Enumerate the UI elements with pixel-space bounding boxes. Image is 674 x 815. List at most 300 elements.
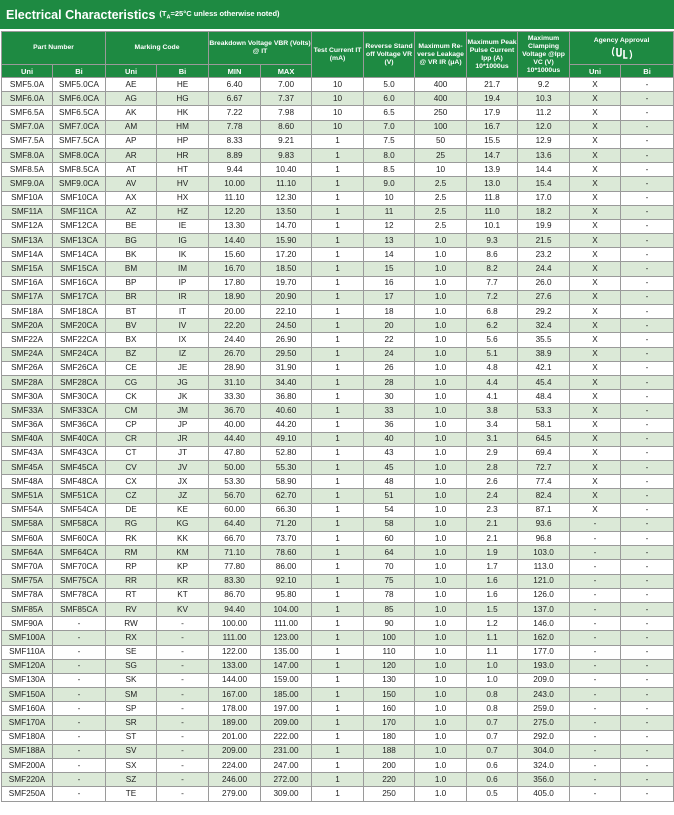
cell-marking-uni: BZ: [106, 347, 157, 361]
cell-part-uni: SMF6.5A: [2, 106, 53, 120]
table-row: [2, 688, 674, 702]
cell-reverse-leakage: 1.0: [415, 744, 467, 758]
cell-approval-bi: -: [621, 361, 674, 375]
cell-reverse-standoff: 30: [364, 390, 415, 404]
cell-approval-bi: -: [621, 390, 674, 404]
cell-peak-pulse-current: 2.1: [467, 517, 518, 531]
cell-vbr-min: 122.00: [209, 645, 261, 659]
cell-reverse-standoff: 130: [364, 673, 415, 687]
cell-marking-uni: AT: [106, 163, 157, 177]
cell-marking-bi: -: [157, 659, 209, 673]
cell-vbr-min: 64.40: [209, 517, 261, 531]
cell-test-current: 1: [312, 219, 364, 233]
cell-part-uni: SMF30A: [2, 390, 53, 404]
cell-marking-uni: RR: [106, 574, 157, 588]
cell-marking-uni: SE: [106, 645, 157, 659]
cell-marking-bi: IP: [157, 276, 209, 290]
header-approval-uni: Uni: [570, 65, 621, 78]
cell-vbr-min: 66.70: [209, 532, 261, 546]
section-title: Electrical Characteristics: [6, 7, 156, 22]
cell-approval-bi: -: [621, 305, 674, 319]
cell-test-current: 1: [312, 248, 364, 262]
cell-marking-uni: BM: [106, 262, 157, 276]
table-row: [2, 333, 674, 347]
cell-vbr-max: 71.20: [261, 517, 312, 531]
cell-test-current: 1: [312, 319, 364, 333]
cell-clamping-voltage: 103.0: [518, 546, 570, 560]
cell-vbr-max: 36.80: [261, 390, 312, 404]
table-row: [2, 205, 674, 219]
cell-test-current: 1: [312, 276, 364, 290]
cell-part-uni: SMF11A: [2, 205, 53, 219]
cell-part-uni: SMF18A: [2, 305, 53, 319]
cell-reverse-leakage: 1.0: [415, 645, 467, 659]
cell-marking-uni: RM: [106, 546, 157, 560]
header-vbr-min: MIN: [209, 65, 261, 78]
cell-test-current: 1: [312, 659, 364, 673]
cell-peak-pulse-current: 0.7: [467, 730, 518, 744]
table-row: [2, 475, 674, 489]
cell-approval-uni: X: [570, 475, 621, 489]
cell-peak-pulse-current: 0.8: [467, 688, 518, 702]
cell-approval-uni: X: [570, 248, 621, 262]
table-row: [2, 560, 674, 574]
cell-approval-uni: X: [570, 163, 621, 177]
cell-reverse-leakage: 1.0: [415, 305, 467, 319]
cell-approval-uni: X: [570, 106, 621, 120]
cell-part-bi: -: [53, 702, 106, 716]
cell-marking-bi: KG: [157, 517, 209, 531]
cell-marking-uni: BG: [106, 234, 157, 248]
cell-marking-bi: -: [157, 645, 209, 659]
cell-approval-bi: -: [621, 688, 674, 702]
cell-marking-bi: JE: [157, 361, 209, 375]
cell-reverse-standoff: 14: [364, 248, 415, 262]
cell-part-uni: SMF9.0A: [2, 177, 53, 191]
cell-part-uni: SMF85A: [2, 602, 53, 616]
cell-part-uni: SMF180A: [2, 730, 53, 744]
cell-reverse-standoff: 85: [364, 602, 415, 616]
cell-marking-bi: IG: [157, 234, 209, 248]
cell-clamping-voltage: 48.4: [518, 390, 570, 404]
cell-peak-pulse-current: 1.6: [467, 574, 518, 588]
cell-vbr-min: 33.30: [209, 390, 261, 404]
cell-approval-bi: -: [621, 347, 674, 361]
cell-test-current: 1: [312, 730, 364, 744]
cell-marking-bi: JT: [157, 446, 209, 460]
cell-part-bi: SMF30CA: [53, 390, 106, 404]
cell-peak-pulse-current: 8.6: [467, 248, 518, 262]
cell-peak-pulse-current: 1.0: [467, 673, 518, 687]
cell-approval-uni: X: [570, 219, 621, 233]
cell-clamping-voltage: 32.4: [518, 319, 570, 333]
cell-approval-bi: -: [621, 617, 674, 631]
cell-marking-bi: HG: [157, 92, 209, 106]
cell-marking-bi: HP: [157, 134, 209, 148]
cell-part-bi: SMF15CA: [53, 262, 106, 276]
cell-test-current: 1: [312, 673, 364, 687]
table-row: [2, 517, 674, 531]
cell-approval-uni: X: [570, 418, 621, 432]
cell-clamping-voltage: 18.2: [518, 205, 570, 219]
cell-vbr-max: 66.30: [261, 503, 312, 517]
cell-vbr-max: 111.00: [261, 617, 312, 631]
cell-approval-bi: -: [621, 773, 674, 787]
cell-clamping-voltage: 356.0: [518, 773, 570, 787]
cell-vbr-max: 24.50: [261, 319, 312, 333]
cell-test-current: 1: [312, 432, 364, 446]
cell-test-current: 1: [312, 645, 364, 659]
cell-approval-uni: -: [570, 773, 621, 787]
cell-marking-bi: KP: [157, 560, 209, 574]
cell-test-current: 1: [312, 177, 364, 191]
cell-reverse-leakage: 1.0: [415, 461, 467, 475]
cell-marking-bi: KK: [157, 532, 209, 546]
cell-marking-uni: RV: [106, 602, 157, 616]
cell-test-current: 1: [312, 773, 364, 787]
cell-vbr-max: 22.10: [261, 305, 312, 319]
cell-approval-uni: X: [570, 404, 621, 418]
cell-part-bi: SMF14CA: [53, 248, 106, 262]
cell-vbr-max: 209.00: [261, 716, 312, 730]
cell-peak-pulse-current: 10.1: [467, 219, 518, 233]
table-row: [2, 446, 674, 460]
cell-peak-pulse-current: 8.2: [467, 262, 518, 276]
cell-approval-uni: -: [570, 787, 621, 801]
table-row: [2, 418, 674, 432]
cell-peak-pulse-current: 15.5: [467, 134, 518, 148]
cell-approval-bi: -: [621, 120, 674, 134]
cell-approval-uni: -: [570, 716, 621, 730]
cell-reverse-leakage: 1.0: [415, 404, 467, 418]
cell-part-bi: SMF12CA: [53, 219, 106, 233]
cell-reverse-standoff: 180: [364, 730, 415, 744]
cell-part-uni: SMF220A: [2, 773, 53, 787]
cell-peak-pulse-current: 5.1: [467, 347, 518, 361]
cell-marking-bi: HE: [157, 78, 209, 92]
cell-part-uni: SMF36A: [2, 418, 53, 432]
cell-vbr-max: 34.40: [261, 375, 312, 389]
table-row: [2, 347, 674, 361]
cell-marking-bi: -: [157, 716, 209, 730]
cell-part-bi: SMF16CA: [53, 276, 106, 290]
cell-vbr-min: 22.20: [209, 319, 261, 333]
cell-reverse-leakage: 1.0: [415, 688, 467, 702]
cell-vbr-max: 29.50: [261, 347, 312, 361]
cell-vbr-max: 104.00: [261, 602, 312, 616]
cell-part-uni: SMF22A: [2, 333, 53, 347]
cell-part-bi: SMF45CA: [53, 461, 106, 475]
cell-marking-uni: RP: [106, 560, 157, 574]
cell-approval-uni: X: [570, 503, 621, 517]
cell-reverse-standoff: 26: [364, 361, 415, 375]
table-row: [2, 163, 674, 177]
cell-marking-uni: SX: [106, 759, 157, 773]
cell-approval-bi: -: [621, 276, 674, 290]
cell-part-bi: SMF58CA: [53, 517, 106, 531]
cell-reverse-leakage: 1.0: [415, 631, 467, 645]
cell-approval-bi: -: [621, 163, 674, 177]
cell-clamping-voltage: 14.4: [518, 163, 570, 177]
cell-vbr-min: 279.00: [209, 787, 261, 801]
cell-reverse-leakage: 1.0: [415, 759, 467, 773]
cell-part-bi: SMF60CA: [53, 532, 106, 546]
cell-reverse-standoff: 28: [364, 375, 415, 389]
cell-part-uni: SMF17A: [2, 290, 53, 304]
cell-test-current: 1: [312, 305, 364, 319]
cell-approval-bi: -: [621, 219, 674, 233]
cell-clamping-voltage: 12.0: [518, 120, 570, 134]
table-row: [2, 404, 674, 418]
cell-approval-bi: -: [621, 333, 674, 347]
cell-approval-bi: -: [621, 588, 674, 602]
cell-marking-bi: -: [157, 631, 209, 645]
cell-vbr-min: 26.70: [209, 347, 261, 361]
cell-marking-bi: HZ: [157, 205, 209, 219]
cell-clamping-voltage: 58.1: [518, 418, 570, 432]
cell-vbr-min: 44.40: [209, 432, 261, 446]
cell-part-uni: SMF6.0A: [2, 92, 53, 106]
cell-approval-bi: -: [621, 560, 674, 574]
cell-vbr-min: 189.00: [209, 716, 261, 730]
cell-vbr-max: 78.60: [261, 546, 312, 560]
cell-vbr-max: 9.21: [261, 134, 312, 148]
cell-vbr-max: 31.90: [261, 361, 312, 375]
cell-vbr-min: 18.90: [209, 290, 261, 304]
cell-marking-bi: -: [157, 673, 209, 687]
cell-vbr-min: 111.00: [209, 631, 261, 645]
cell-peak-pulse-current: 9.3: [467, 234, 518, 248]
cell-part-uni: SMF64A: [2, 546, 53, 560]
cell-reverse-standoff: 11: [364, 205, 415, 219]
cell-clamping-voltage: 113.0: [518, 560, 570, 574]
cell-reverse-leakage: 1.0: [415, 432, 467, 446]
cell-vbr-min: 224.00: [209, 759, 261, 773]
cell-marking-uni: CX: [106, 475, 157, 489]
cell-test-current: 1: [312, 787, 364, 801]
cell-approval-uni: X: [570, 205, 621, 219]
cell-vbr-min: 6.40: [209, 78, 261, 92]
cell-marking-bi: JZ: [157, 489, 209, 503]
cell-peak-pulse-current: 6.8: [467, 305, 518, 319]
cell-approval-bi: -: [621, 503, 674, 517]
cell-marking-uni: CV: [106, 461, 157, 475]
cell-reverse-standoff: 15: [364, 262, 415, 276]
cell-reverse-leakage: 1.0: [415, 602, 467, 616]
cell-vbr-min: 50.00: [209, 461, 261, 475]
cell-approval-bi: -: [621, 234, 674, 248]
cell-vbr-max: 10.40: [261, 163, 312, 177]
cell-part-uni: SMF150A: [2, 688, 53, 702]
cell-approval-uni: -: [570, 702, 621, 716]
cell-approval-uni: X: [570, 290, 621, 304]
cell-approval-uni: X: [570, 92, 621, 106]
cell-clamping-voltage: 19.9: [518, 219, 570, 233]
cell-reverse-leakage: 1.0: [415, 248, 467, 262]
cell-peak-pulse-current: 2.1: [467, 532, 518, 546]
cell-reverse-standoff: 6.0: [364, 92, 415, 106]
cell-marking-bi: JX: [157, 475, 209, 489]
cell-approval-uni: -: [570, 602, 621, 616]
cell-clamping-voltage: 69.4: [518, 446, 570, 460]
header-breakdown-voltage: Breakdown Voltage VBR (Volts) @ IT: [209, 32, 312, 65]
cell-part-bi: -: [53, 659, 106, 673]
cell-peak-pulse-current: 1.6: [467, 588, 518, 602]
condition-prefix: (T: [159, 8, 167, 18]
cell-approval-uni: -: [570, 617, 621, 631]
cell-reverse-leakage: 1.0: [415, 319, 467, 333]
table-body: [2, 78, 674, 802]
cell-test-current: 1: [312, 574, 364, 588]
cell-reverse-standoff: 250: [364, 787, 415, 801]
cell-marking-bi: HK: [157, 106, 209, 120]
cell-approval-bi: -: [621, 716, 674, 730]
cell-part-bi: SMF40CA: [53, 432, 106, 446]
cell-marking-uni: AR: [106, 148, 157, 162]
cell-vbr-min: 246.00: [209, 773, 261, 787]
cell-part-uni: SMF28A: [2, 375, 53, 389]
cell-part-uni: SMF130A: [2, 673, 53, 687]
cell-part-bi: SMF17CA: [53, 290, 106, 304]
cell-vbr-max: 26.90: [261, 333, 312, 347]
cell-marking-uni: RW: [106, 617, 157, 631]
table-row: [2, 716, 674, 730]
cell-approval-bi: -: [621, 475, 674, 489]
cell-marking-uni: CM: [106, 404, 157, 418]
cell-reverse-standoff: 170: [364, 716, 415, 730]
cell-approval-uni: X: [570, 361, 621, 375]
cell-reverse-leakage: 1.0: [415, 730, 467, 744]
cell-vbr-max: 11.10: [261, 177, 312, 191]
cell-part-bi: SMF70CA: [53, 560, 106, 574]
cell-part-bi: SMF20CA: [53, 319, 106, 333]
electrical-characteristics-table: [1, 31, 674, 802]
cell-part-uni: SMF10A: [2, 191, 53, 205]
cell-clamping-voltage: 9.2: [518, 78, 570, 92]
cell-reverse-leakage: 1.0: [415, 588, 467, 602]
table-row: [2, 645, 674, 659]
cell-part-uni: SMF70A: [2, 560, 53, 574]
cell-approval-uni: X: [570, 134, 621, 148]
cell-vbr-min: 47.80: [209, 446, 261, 460]
cell-marking-uni: AG: [106, 92, 157, 106]
header-max-reverse-leakage: Maximum Re-verse Leakage @ VR IR (μA): [415, 32, 467, 78]
cell-peak-pulse-current: 21.7: [467, 78, 518, 92]
cell-test-current: 1: [312, 234, 364, 248]
table-row: [2, 219, 674, 233]
cell-part-bi: SMF18CA: [53, 305, 106, 319]
condition-subscript: A: [166, 14, 171, 21]
cell-marking-uni: AE: [106, 78, 157, 92]
cell-reverse-leakage: 1.0: [415, 546, 467, 560]
cell-marking-bi: IT: [157, 305, 209, 319]
cell-vbr-max: 95.80: [261, 588, 312, 602]
table-row: [2, 148, 674, 162]
cell-reverse-standoff: 36: [364, 418, 415, 432]
cell-part-bi: SMF75CA: [53, 574, 106, 588]
cell-reverse-standoff: 60: [364, 532, 415, 546]
section-title-bar: [0, 0, 674, 29]
cell-part-bi: SMF36CA: [53, 418, 106, 432]
cell-marking-uni: BE: [106, 219, 157, 233]
cell-part-uni: SMF26A: [2, 361, 53, 375]
cell-reverse-leakage: 1.0: [415, 234, 467, 248]
table-row: [2, 390, 674, 404]
cell-approval-uni: X: [570, 390, 621, 404]
cell-part-uni: SMF15A: [2, 262, 53, 276]
cell-part-uni: SMF188A: [2, 744, 53, 758]
cell-part-bi: SMF6.0CA: [53, 92, 106, 106]
cell-test-current: 1: [312, 375, 364, 389]
cell-clamping-voltage: 10.3: [518, 92, 570, 106]
cell-marking-uni: DE: [106, 503, 157, 517]
header-marking-code: Marking Code: [106, 32, 209, 65]
cell-test-current: 1: [312, 333, 364, 347]
cell-reverse-leakage: 1.0: [415, 716, 467, 730]
cell-test-current: 1: [312, 602, 364, 616]
cell-part-bi: SMF7.0CA: [53, 120, 106, 134]
cell-reverse-standoff: 200: [364, 759, 415, 773]
table-row: [2, 744, 674, 758]
cell-test-current: 1: [312, 461, 364, 475]
cell-reverse-leakage: 2.5: [415, 219, 467, 233]
cell-test-current: 1: [312, 517, 364, 531]
cell-vbr-max: 135.00: [261, 645, 312, 659]
cell-peak-pulse-current: 4.4: [467, 375, 518, 389]
table-row: [2, 234, 674, 248]
cell-vbr-max: 7.37: [261, 92, 312, 106]
cell-marking-uni: AP: [106, 134, 157, 148]
cell-marking-bi: -: [157, 787, 209, 801]
cell-vbr-max: 309.00: [261, 787, 312, 801]
table-row: [2, 177, 674, 191]
cell-approval-uni: -: [570, 546, 621, 560]
cell-approval-bi: -: [621, 375, 674, 389]
cell-approval-bi: -: [621, 290, 674, 304]
cell-part-bi: SMF78CA: [53, 588, 106, 602]
cell-vbr-min: 14.40: [209, 234, 261, 248]
cell-reverse-standoff: 9.0: [364, 177, 415, 191]
cell-peak-pulse-current: 0.5: [467, 787, 518, 801]
cell-marking-uni: BX: [106, 333, 157, 347]
cell-reverse-standoff: 70: [364, 560, 415, 574]
cell-reverse-standoff: 120: [364, 659, 415, 673]
cell-marking-bi: IZ: [157, 347, 209, 361]
cell-marking-bi: HV: [157, 177, 209, 191]
cell-part-uni: SMF160A: [2, 702, 53, 716]
cell-approval-bi: -: [621, 517, 674, 531]
cell-part-uni: SMF250A: [2, 787, 53, 801]
cell-test-current: 1: [312, 588, 364, 602]
table-row: [2, 602, 674, 616]
cell-marking-uni: CZ: [106, 489, 157, 503]
cell-approval-bi: -: [621, 319, 674, 333]
cell-part-bi: SMF8.0CA: [53, 148, 106, 162]
cell-reverse-standoff: 188: [364, 744, 415, 758]
cell-vbr-min: 20.00: [209, 305, 261, 319]
cell-marking-bi: KR: [157, 574, 209, 588]
cell-reverse-standoff: 7.0: [364, 120, 415, 134]
cell-part-uni: SMF48A: [2, 475, 53, 489]
cell-peak-pulse-current: 3.4: [467, 418, 518, 432]
cell-clamping-voltage: 126.0: [518, 588, 570, 602]
cell-test-current: 1: [312, 418, 364, 432]
table-row: [2, 588, 674, 602]
cell-reverse-leakage: 1.0: [415, 787, 467, 801]
cell-approval-bi: -: [621, 787, 674, 801]
cell-marking-uni: RT: [106, 588, 157, 602]
cell-approval-uni: X: [570, 234, 621, 248]
